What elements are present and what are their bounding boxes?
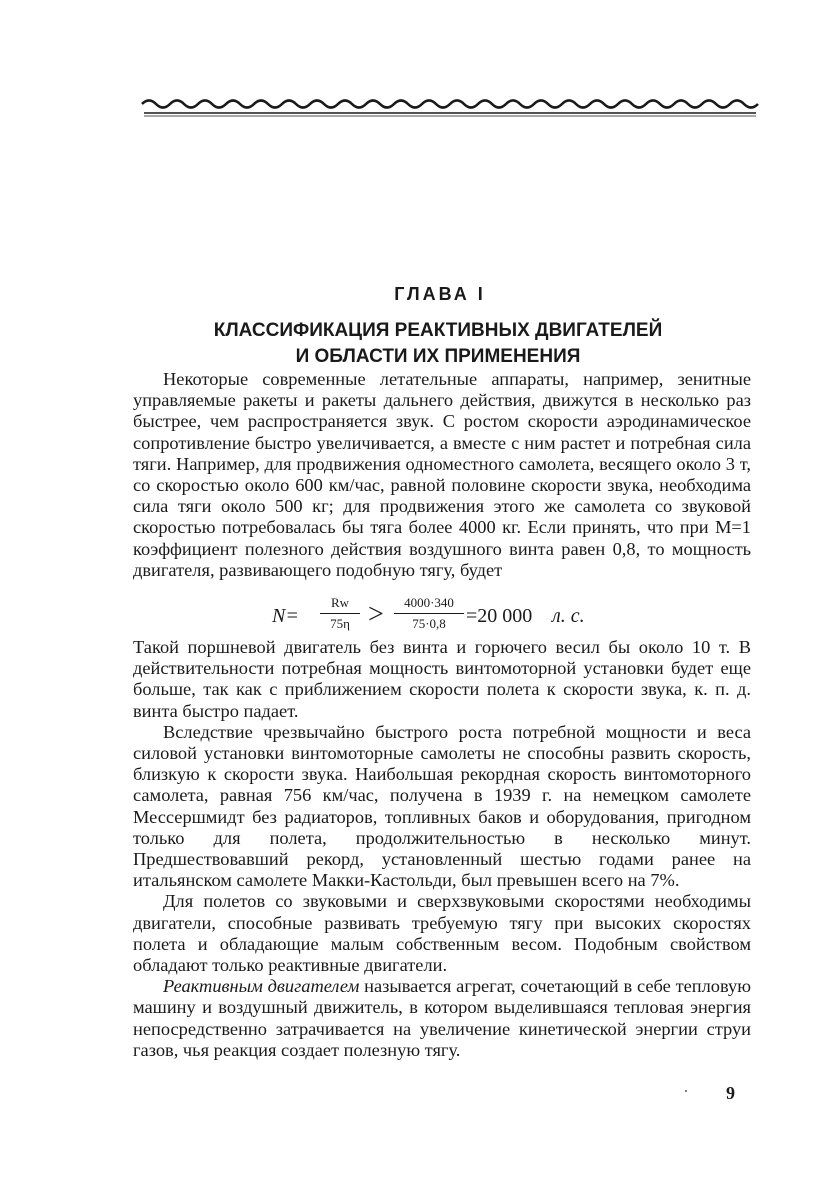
print-speck [685,1090,687,1092]
formula-fraction-1-numerator: Rw [320,595,360,614]
formula-fraction-2-denominator: 75·0,8 [412,616,446,631]
wavy-line-ornament [140,96,760,122]
paragraph-5 [133,976,751,1061]
paragraph-4: Для полетов со звуковыми и сверхзвуковыми скоростями необходимы двигатели, способные развивать требуемую тягу при высоких скоростях полета и обладающие малым собственным весом. Подобным свойством обладают только реактивные двигатели. [133,891,751,976]
paragraph-3: Вследствие чрезвычайно быстрого роста потребной мощности и веса силовой установки винтомоторные самолеты не способны развить скорость, близкую к скорости звука. Наибольшая рекордная скорость винтомоторного самолета, равная 756 км/час, получена в 1939 г. на немецком самолете Мессершмидт без радиаторов, топливных баков и оборудования, пригодном только для полета, продолжительностью в несколько минут. Предшествовавший рекорд, установленный шестью годами ранее на итальянском самолете Макки-Кастольди, был превышен всего на 7%. [133,721,751,891]
formula-result: =20 000 [466,605,533,627]
formula-greater-than: > [368,599,384,630]
formula-fraction-1 [320,595,360,632]
formula-unit: л. с. [552,605,585,627]
chapter-title-line-1: КЛАССИФИКАЦИЯ РЕАКТИВНЫХ ДВИГАТЕЛЕЙ [213,320,663,341]
chapter-title-line-2: И ОБЛАСТИ ИХ ПРИМЕНЕНИЯ [295,346,581,367]
paragraph-2: Такой поршневой двигатель без винта и горючего весил бы около 10 т. В действительности потребная мощность винтомоторной установки будет еще больше, так как с приближением скорости полета к скорости звука, к. п. д. винта быстро падает. [133,637,751,721]
formula-fraction-2-numerator: 4000·340 [394,595,464,614]
paragraph-5-rest: называется агрегат, сочетающий в себе тепловую машину и воздушный движитель, в котором выделившаяся тепловая энергия непосредственно затрачивается на увеличение кинетической энергии струи газов, чья реакция создает полезную тягу. [133,976,751,1060]
formula-lhs: N= [272,605,299,627]
power-formula [272,593,652,637]
paragraph-1: Некоторые современные летательные аппараты, например, зенитные управляемые ракеты и ракеты дальнего действия, движутся в несколько раз быстрее, чем распространяется звук. С ростом скорости аэродинамическое сопротивление быстро увеличивается, а вместе с ним растет и потребная сила тяги. Например, для продвижения одноместного самолета, весящего около 3 т, со скоростью около 600 км/час, равной половине скорости звука, необходима сила тяги около 500 кг; для продвижения этого же самолета со звуковой скоростью потребовалась бы тяга более 4000 кг. Если принять, что при M=1 коэффициент полезного действия воздушного винта равен 0,8, то мощность двигателя, развивающего подобную тягу, будет [133,369,751,580]
chapter-title [0,318,840,370]
formula-fraction-2 [394,595,464,632]
formula-fraction-1-denominator: 75η [330,616,350,631]
paragraph-1-block [133,369,751,581]
body-text-block [133,637,751,1061]
page-number: 9 [726,1083,735,1103]
paragraph-5-term: Реактивным двигателем [163,976,360,997]
chapter-label: ГЛАВА I [394,284,486,304]
